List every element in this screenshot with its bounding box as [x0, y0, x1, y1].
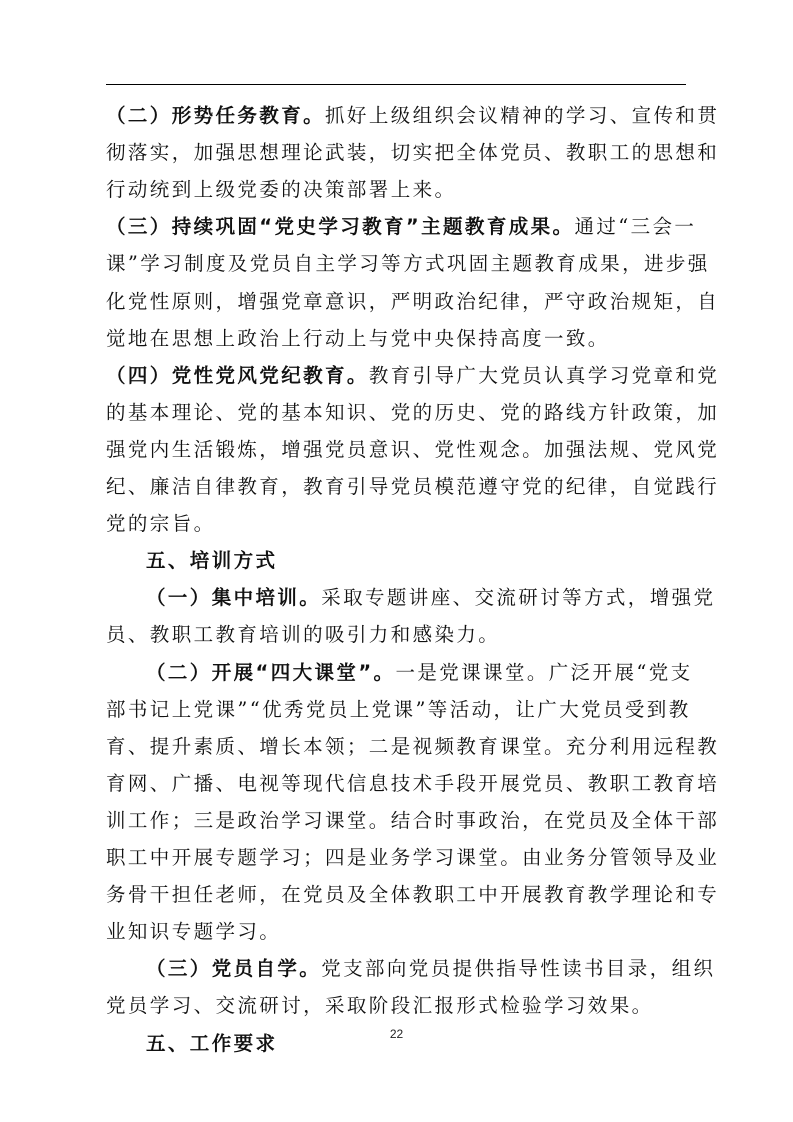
training-c2-line-5: 训工作；三是政治学习课堂。结合时事政治，在党员及全体干部 — [106, 808, 720, 832]
training-c2-line-7: 务骨干担任老师，在党员及全体教职工中开展教育教学理论和专 — [106, 883, 720, 907]
s3-line-3: 化党性原则，增强党章意识，严明政治纪律，严守政治规矩，自 — [106, 289, 720, 313]
s4-heading: （四）党性党风党纪教育。 — [106, 363, 369, 387]
s2-line-3: 行动统到上级党委的决策部署上来。 — [106, 178, 457, 202]
page-number: 22 — [389, 1027, 404, 1041]
training-c2-heading: （二）开展“四大课堂”。 — [146, 660, 396, 684]
s3-line-1 — [106, 210, 697, 244]
s2-line-1 — [106, 99, 720, 133]
s3-text-1: 通过“三会一 — [574, 215, 697, 239]
training-c1-line-2: 员、教职工教育培训的吸引力和感染力。 — [106, 623, 501, 647]
training-c1-line-1 — [146, 581, 716, 615]
s4-line-2: 的基本理论、党的基本知识、党的历史、党的路线方针政策，加 — [106, 400, 720, 424]
s2-text-1: 抓好上级组织会议精神的学习、宣传和贯 — [325, 104, 720, 127]
training-title: 五、培训方式 — [146, 549, 278, 573]
s3-line-2: 课”学习制度及党员自主学习等方式巩固主题教育成果，进步强 — [106, 252, 710, 276]
training-c2-text-1: 一是党课课堂。广泛开展“党支 — [395, 660, 693, 684]
training-c1-text-1: 采取专题讲座、交流研讨等方式，增强党 — [321, 586, 716, 610]
training-c1-heading: （一）集中培训。 — [146, 586, 322, 610]
s4-line-5: 党的宗旨。 — [106, 512, 216, 536]
training-c2-line-4: 育网、广播、电视等现代信息技术手段开展党员、教职工教育培 — [106, 771, 720, 795]
s2-heading: （二）形势任务教育。 — [106, 104, 326, 127]
s3-line-4: 觉地在思想上政治上行动上与党中央保持高度一致。 — [106, 326, 610, 350]
s4-text-1: 教育引导广大党员认真学习党章和党 — [368, 363, 720, 387]
s2-line-2: 彻落实，加强思想理论武装，切实把全体党员、教职工的思想和 — [106, 141, 720, 165]
training-c3-line-2: 党员学习、交流研讨，采取阶段汇报形式检验学习效果。 — [106, 994, 654, 1018]
training-c2-line-8: 业知识专题学习。 — [106, 920, 282, 944]
s3-heading: （三）持续巩固“党史学习教育”主题教育成果。 — [106, 215, 575, 239]
header-rule — [106, 84, 686, 85]
s4-line-1 — [106, 359, 720, 393]
training-c2-line-2: 部书记上党课”“优秀党员上党课”等活动，让广大党员受到教 — [106, 697, 691, 721]
training-c2-line-6: 职工中开展专题学习；四是业务学习课堂。由业务分管领导及业 — [106, 846, 720, 869]
training-c2-line-1 — [146, 656, 693, 690]
training-c3-text-1: 党支部向党员提供指导性读书目录，组织 — [321, 957, 716, 981]
s4-line-4: 纪、廉洁自律教育，教育引导党员模范遵守党的纪律，自觉践行 — [106, 475, 720, 498]
requirements-title: 五、工作要求 — [146, 1031, 278, 1055]
training-c2-line-3: 育、提升素质、增长本领；二是视频教育课堂。充分利用远程教 — [106, 734, 720, 758]
s4-line-3: 强党内生活锻炼，增强党员意识、党性观念。加强法规、党风党 — [106, 437, 720, 461]
training-c3-heading: （三）党员自学。 — [146, 957, 322, 981]
training-c3-line-1 — [146, 952, 716, 986]
